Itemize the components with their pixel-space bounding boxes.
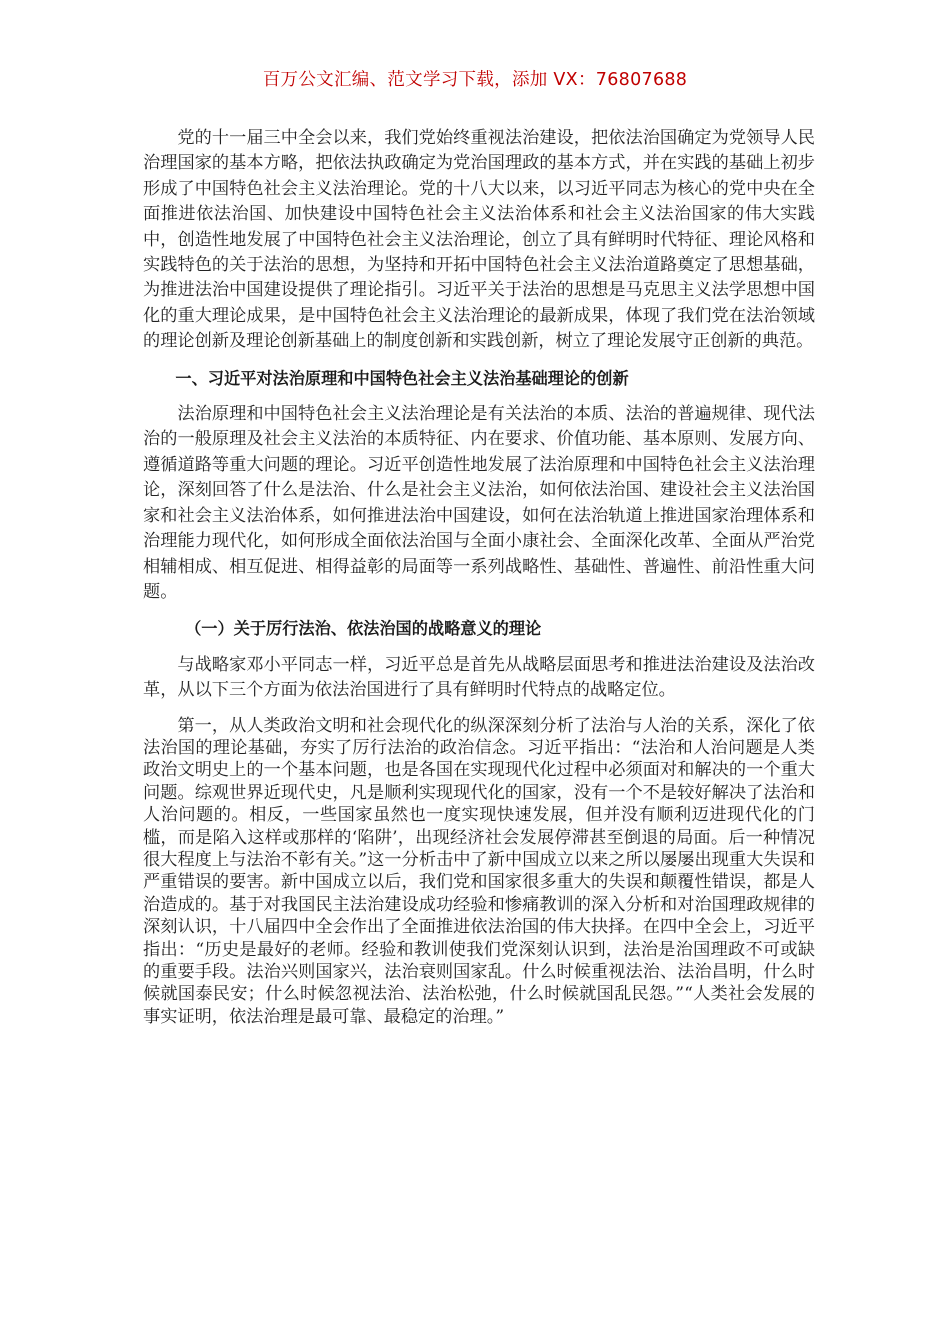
document-body (143, 126, 815, 1039)
watermark-header: 百万公文汇编、范文学习下载，添加 VX：76807688 (262, 70, 688, 90)
paragraph-strategy-intro: 与战略家邓小平同志一样，习近平总是首先从战略层面思考和推进法治建设及法治改革，从以下三个方面为依法治国进行了具有鲜明时代特点的战略定位。 (143, 654, 815, 701)
section-heading-1: 一、习近平对法治原理和中国特色社会主义法治基础理论的创新 (175, 368, 629, 388)
paragraph-first-point: 第一，从人类政治文明和社会现代化的纵深深刻分析了法治与人治的关系，深化了依法治国的理论基础，夯实了厉行法治的政治信念。习近平指出：“法治和人治问题是人类政治文明史上的一个基本问题，也是各国在实现现代化过程中必须面对和解决的一个重大问题。综观世界近现代史，凡是顺利实现现代化的国家，没有一个不是较好解决了法治和人治问题的。相反，一些国家虽然也一度实现快速发展，但并没有顺利迈进现代化的门槛，而是陷入这样或那样的‘陷阱’，出现经济社会发展停滞甚至倒退的局面。后一种情况很大程度上与法治不彰有关。”这一分析击中了新中国成立以来之所以屡屡出现重大失误和严重错误的要害。新中国成立以后，我们党和国家很多重大的失误和颠覆性错误，都是人治造成的。基于对我国民主法治建设成功经验和惨痛教训的深入分析和对治国理政规律的深刻认识，十八届四中全会作出了全面推进依法治国的伟大抉择。在四中全会上，习近平指出：“历史是最好的老师。经验和教训使我们党深刻认识到，法治是治国理政不可或缺的重要手段。法治兴则国家兴，法治衰则国家乱。什么时候重视法治、法治昌明，什么时候就国泰民安；什么时候忽视法治、法治松弛，什么时候就国乱民怨。”“人类社会发展的事实证明，依法治理是最可靠、最稳定的治理。” (143, 715, 815, 1027)
paragraph-section-1: 法治原理和中国特色社会主义法治理论是有关法治的本质、法治的普遍规律、现代法治的一般原理及社会主义法治的本质特征、内在要求、价值功能、基本原则、发展方向、遵循道路等重大问题的理论。习近平创造性地发展了法治原理和中国特色社会主义法治理论，深刻回答了什么是法治、什么是社会主义法治，如何依法治国、建设社会主义法治国家和社会主义法治体系，如何推进法治中国建设，如何在法治轨道上推进国家治理体系和治理能力现代化，如何形成全面依法治国与全面小康社会、全面深化改革、全面从严治党相辅相成、相互促进、相得益彰的局面等一系列战略性、基础性、普遍性、前沿性重大问题。 (143, 404, 815, 602)
paragraph-intro: 党的十一届三中全会以来，我们党始终重视法治建设，把依法治国确定为党领导人民治理国家的基本方略，把依法执政确定为党治国理政的基本方式，并在实践的基础上初步形成了中国特色社会主义法治理论。党的十八大以来，以习近平同志为核心的党中央在全面推进依法治国、加快建设中国特色社会主义法治体系和社会主义法治国家的伟大实践中，创造性地发展了中国特色社会主义法治理论，创立了具有鲜明时代特征、理论风格和实践特色的关于法治的思想，为坚持和开拓中国特色社会主义法治道路奠定了思想基础，为推进法治中国建设提供了理论指引。习近平关于法治的思想是马克思主义法学思想中国化的重大理论成果，是中国特色社会主义法治理论的最新成果，体现了我们党在法治领域的理论创新及理论创新基础上的制度创新和实践创新，树立了理论发展守正创新的典范。 (143, 128, 815, 352)
subsection-heading-1: （一）关于厉行法治、依法治国的战略意义的理论 (185, 619, 542, 639)
